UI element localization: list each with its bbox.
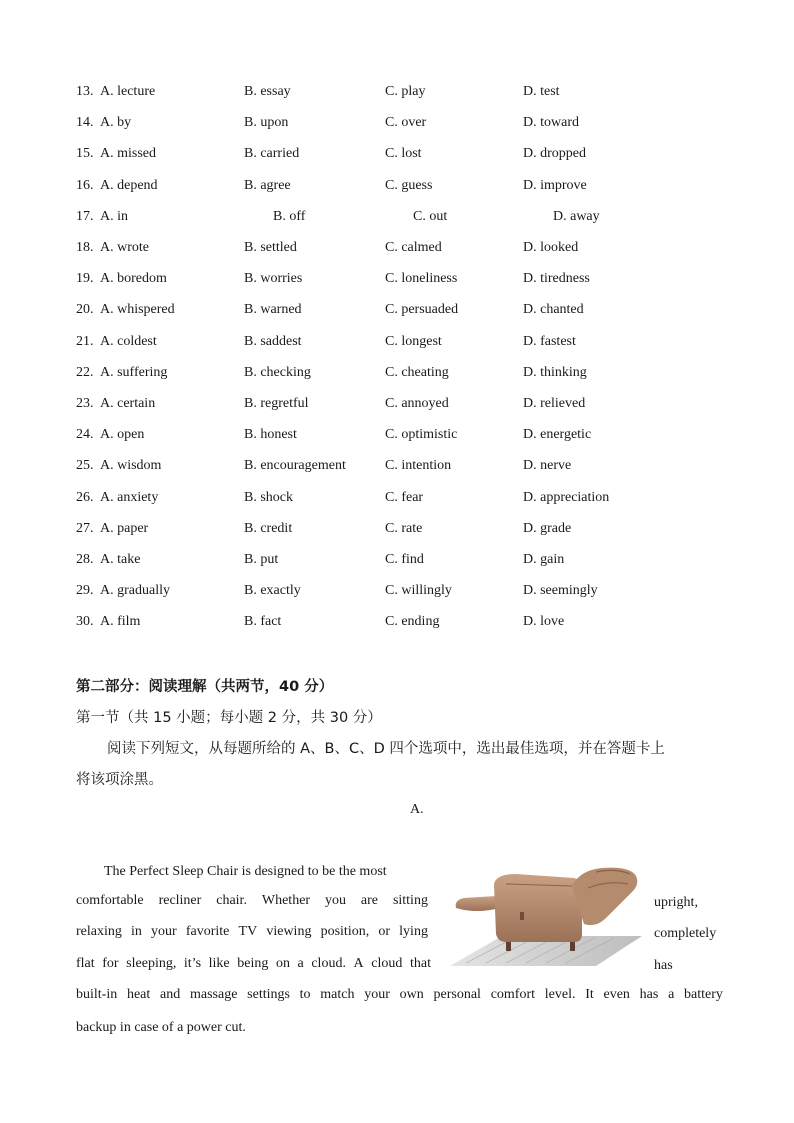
passage-line-4-right: has	[654, 958, 673, 973]
passage-word: massage	[189, 987, 238, 1002]
passage-word: battery	[684, 987, 723, 1002]
question-number: 25.	[76, 458, 94, 474]
passage-word: for	[102, 956, 119, 971]
question-number: 15.	[76, 146, 94, 162]
passage-word: heat	[126, 987, 151, 1002]
option-d: D. relieved	[523, 396, 586, 411]
passage-word: sitting	[392, 893, 428, 908]
question-number: 24.	[76, 427, 94, 443]
passage-line-5	[76, 987, 723, 1003]
option-b: B. settled	[244, 240, 297, 255]
passage-word: chair.	[216, 893, 247, 908]
option-a: A. gradually	[100, 583, 170, 599]
option-d: D. looked	[523, 240, 579, 255]
option-b: B. fact	[244, 614, 282, 630]
passage-line-3-left	[76, 924, 428, 940]
option-a: A. missed	[100, 146, 156, 162]
question-number: 13.	[76, 84, 94, 99]
option-b: B. shock	[244, 489, 293, 505]
passage-word: your	[364, 987, 390, 1002]
option-b: B. off	[273, 208, 306, 224]
question-number: 17.	[76, 208, 94, 224]
option-a: A. in	[100, 208, 128, 224]
option-b: B. worries	[244, 271, 303, 287]
option-d: D. appreciation	[523, 489, 610, 505]
instructions-line-1: 阅读下列短文，从每题所给的 A、B、C、D 四个选项中，选出最佳选项，并在答题卡上	[107, 741, 665, 757]
passage-word: your	[151, 924, 177, 939]
passage-word: you	[325, 893, 346, 908]
option-b: B. essay	[244, 84, 291, 99]
passage-word: has	[639, 987, 659, 1002]
passage-line-3-right: completely	[654, 926, 717, 941]
passage-word: Whether	[261, 893, 311, 908]
instructions-line-2: 将该项涂黑。	[76, 772, 163, 788]
question-number: 16.	[76, 177, 94, 193]
option-c: C. guess	[385, 177, 433, 193]
passage-word: favorite	[185, 924, 230, 939]
option-b: B. agree	[244, 177, 291, 193]
passage-word: It	[585, 987, 594, 1002]
option-d: D. improve	[523, 177, 587, 193]
passage-word: even	[603, 987, 630, 1002]
question-number: 27.	[76, 520, 94, 536]
passage-word: viewing	[266, 924, 312, 939]
passage-word: position,	[320, 924, 370, 939]
question-number: 23.	[76, 396, 94, 411]
passage-word: match	[320, 987, 355, 1002]
option-a: A. whispered	[100, 302, 175, 318]
passage-word: relaxing	[76, 924, 122, 939]
passage-word: that	[409, 956, 431, 971]
option-d: D. gain	[523, 552, 565, 567]
passage-word: TV	[238, 924, 258, 939]
option-b: B. regretful	[244, 396, 309, 411]
passage-word: or	[378, 924, 391, 939]
option-a: A. depend	[100, 177, 158, 193]
option-c: C. find	[385, 552, 424, 567]
option-a: A. lecture	[100, 84, 156, 99]
passage-word: comfort	[490, 987, 536, 1002]
question-number: 19.	[76, 271, 94, 287]
passage-word: recliner	[158, 893, 202, 908]
option-b: B. exactly	[244, 583, 301, 599]
option-c: C. intention	[385, 458, 452, 474]
subsection-heading: 第一节（共 15 小题；每小题 2 分，共 30 分）	[76, 710, 382, 726]
passage-word: a	[297, 956, 304, 971]
option-a: A. boredom	[100, 271, 167, 287]
option-d: D. dropped	[523, 146, 586, 162]
option-c: C. calmed	[385, 240, 442, 255]
option-a: A. anxiety	[100, 489, 159, 505]
passage-word: are	[360, 893, 379, 908]
question-number: 21.	[76, 333, 94, 349]
option-a: A. wrote	[100, 240, 149, 255]
option-a: A. coldest	[100, 333, 157, 349]
option-b: B. warned	[244, 302, 302, 318]
option-c: C. ending	[385, 614, 440, 630]
passage-word: lying	[399, 924, 428, 939]
passage-word: to	[299, 987, 311, 1002]
option-b: B. encouragement	[244, 458, 346, 474]
passage-word: cloud.	[311, 956, 346, 971]
option-c: C. lost	[385, 146, 422, 162]
option-b: B. carried	[244, 146, 300, 162]
option-d: D. nerve	[523, 458, 572, 474]
option-a: A. wisdom	[100, 458, 162, 474]
question-number: 30.	[76, 614, 94, 630]
question-number: 28.	[76, 552, 94, 567]
option-d: D. seemingly	[523, 583, 598, 599]
option-c: C. longest	[385, 333, 442, 349]
option-b: B. put	[244, 552, 279, 567]
option-d: D. toward	[523, 115, 579, 131]
question-number: 26.	[76, 489, 94, 505]
question-number: 20.	[76, 302, 94, 318]
option-b: B. credit	[244, 520, 293, 536]
option-b: B. honest	[244, 427, 297, 443]
option-c: C. over	[385, 115, 427, 131]
passage-word: and	[160, 987, 181, 1002]
passage-word: sleeping,	[126, 956, 177, 971]
question-number: 14.	[76, 115, 94, 131]
option-d: D. test	[523, 84, 560, 99]
passage-word: a	[668, 987, 675, 1002]
passage-word: like	[208, 956, 230, 971]
option-c: C. optimistic	[385, 427, 458, 443]
recliner-chair-image	[446, 862, 642, 970]
option-c: C. willingly	[385, 583, 452, 599]
passage-label: A.	[410, 802, 424, 817]
option-c: C. fear	[385, 489, 424, 505]
option-c: C. out	[413, 208, 448, 224]
question-number: 29.	[76, 583, 94, 599]
passage-line-4-left	[76, 956, 431, 972]
passage-word: comfortable	[76, 893, 144, 908]
option-d: D. love	[523, 614, 565, 630]
passage-line-2-left	[76, 893, 428, 909]
question-number: 18.	[76, 240, 94, 255]
option-c: C. cheating	[385, 364, 449, 380]
passage-word: being	[237, 956, 269, 971]
passage-line-6: backup in case of a power cut.	[76, 1020, 246, 1035]
option-d: D. grade	[523, 520, 572, 536]
passage-word: flat	[76, 956, 95, 971]
option-c: C. rate	[385, 520, 423, 536]
option-c: C. annoyed	[385, 396, 449, 411]
option-a: A. paper	[100, 520, 149, 536]
option-d: D. thinking	[523, 364, 587, 380]
option-d: D. fastest	[523, 333, 576, 349]
passage-word: level.	[544, 987, 576, 1002]
option-a: A. film	[100, 614, 141, 630]
passage-word: A	[353, 956, 364, 971]
passage-word: own	[399, 987, 424, 1002]
option-d: D. away	[553, 208, 600, 224]
option-a: A. open	[100, 427, 145, 443]
option-d: D. energetic	[523, 427, 592, 443]
option-c: C. loneliness	[385, 271, 458, 287]
passage-word: cloud	[371, 956, 403, 971]
passage-word: built-in	[76, 987, 118, 1002]
option-a: A. by	[100, 115, 132, 131]
part-heading: 第二部分：阅读理解（共两节，40 分）	[76, 679, 334, 695]
passage-word: settings	[247, 987, 290, 1002]
option-c: C. persuaded	[385, 302, 459, 318]
option-a: A. certain	[100, 396, 156, 411]
option-b: B. upon	[244, 115, 289, 131]
passage-word: in	[131, 924, 142, 939]
passage-line-2-right: upright,	[654, 895, 698, 910]
passage-word: it’s	[183, 956, 202, 971]
passage-word: on	[275, 956, 290, 971]
question-number: 22.	[76, 364, 94, 380]
passage-word: personal	[433, 987, 481, 1002]
option-a: A. take	[100, 552, 141, 567]
option-c: C. play	[385, 84, 426, 99]
option-b: B. checking	[244, 364, 311, 380]
option-d: D. tiredness	[523, 271, 590, 287]
option-a: A. suffering	[100, 364, 168, 380]
option-d: D. chanted	[523, 302, 584, 318]
option-b: B. saddest	[244, 333, 302, 349]
passage-line-1: The Perfect Sleep Chair is designed to be the most	[104, 864, 387, 879]
